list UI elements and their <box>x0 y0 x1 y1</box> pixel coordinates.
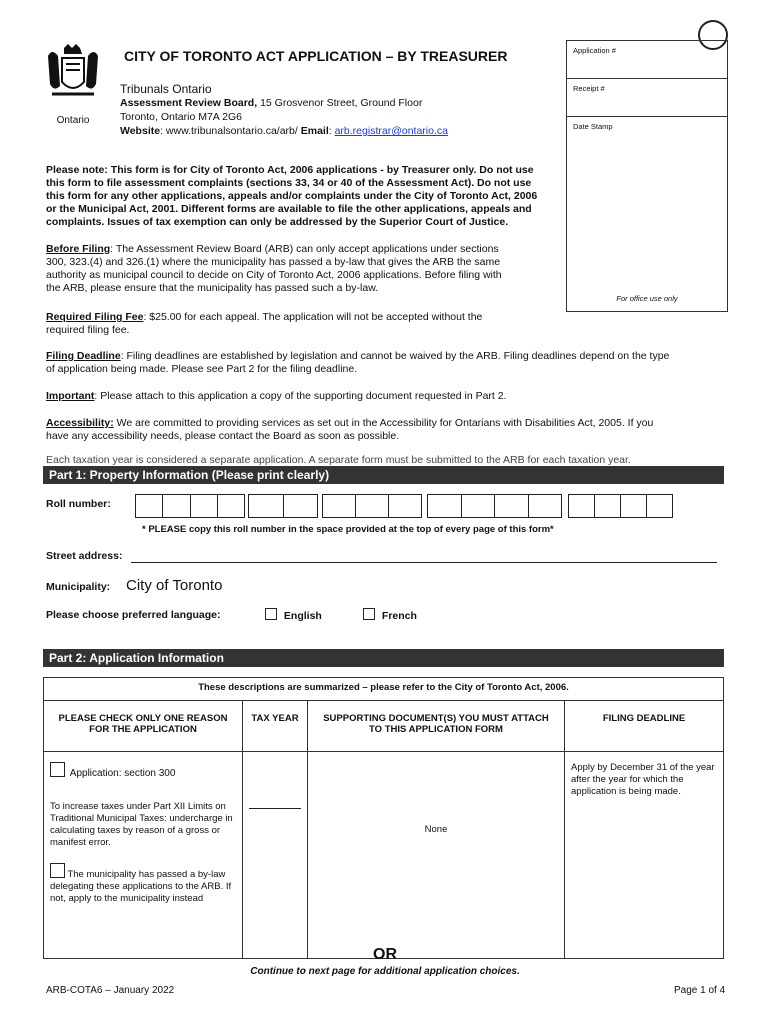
tax-year-cell[interactable] <box>243 752 308 959</box>
french-label: French <box>381 610 417 622</box>
before-filing-paragraph <box>46 243 556 295</box>
municipality-label: Municipality: <box>46 581 111 593</box>
ontario-coat-of-arms-logo <box>44 44 102 124</box>
city-line: Toronto, Ontario M7A 2G6 <box>120 111 242 123</box>
form-title: CITY OF TORONTO ACT APPLICATION – BY TREASURER <box>124 48 508 64</box>
board-address-line <box>120 97 422 109</box>
part2-heading: Part 2: Application Information <box>43 649 724 667</box>
before-line: authority as municipal council to decide on City of Toronto Act, 2006 applications. Before filing with <box>46 269 502 281</box>
org-name: Tribunals Ontario <box>120 82 212 96</box>
reason-cell <box>44 752 243 959</box>
col-tax-year-header: TAX YEAR <box>243 701 308 752</box>
note-line: complaints. Issues of tax exemption can only be addressed by the Superior Court of Justice. <box>46 216 509 228</box>
section-300-label: Application: section 300 <box>69 768 176 779</box>
application-number-field: Application # <box>567 41 727 79</box>
fee-line: : $25.00 for each appeal. The application will not be accepted without the <box>143 311 483 323</box>
note-line: Please note: This form is for City of Toronto Act, 2006 applications - by Treasurer only. Do not use <box>46 164 534 176</box>
office-use-box <box>566 40 728 312</box>
deadline-line: : Filing deadlines are established by legislation and cannot be waived by the ARB. Filing deadlines depend on the type <box>120 350 670 362</box>
col-supporting-header: SUPPORTING DOCUMENT(S) YOU MUST ATTACH TO THIS APPLICATION FORM <box>308 701 565 752</box>
roll-number-note: * PLEASE copy this roll number in the space provided at the top of every page of this form* <box>142 524 554 535</box>
option-section-300[interactable] <box>50 762 236 779</box>
website-label: Website <box>120 125 161 137</box>
logo-wordmark: Ontario <box>56 115 90 126</box>
note-line: this form for any other applications, appeals and/or complaints under the City of Toronto Act, 2006 <box>46 190 538 202</box>
receipt-number-field: Receipt # <box>567 79 727 117</box>
col-reason-header: PLEASE CHECK ONLY ONE REASON FOR THE APPLICATION <box>44 701 243 752</box>
roll-number-group-1[interactable] <box>135 494 245 518</box>
page-number: Page 1 of 4 <box>674 985 726 996</box>
important-paragraph <box>46 390 736 403</box>
deadline-line: of application being made. Please see Part 2 for the filing deadline. <box>46 363 358 375</box>
english-checkbox[interactable] <box>265 608 277 620</box>
fee-line: required filing fee. <box>46 324 130 336</box>
roll-number-group-2[interactable] <box>248 494 318 518</box>
before-line: the ARB, please ensure that the municipality has passed such a by-law. <box>46 282 379 294</box>
access-line: We are committed to providing services as set out in the Accessibility for Ontarians with Disabilities Act, 2005. If you <box>113 417 654 429</box>
deadline-cell: Apply by December 31 of the year after the year for which the application is being made. <box>565 752 724 959</box>
note-line: this form to file assessment complaints (sections 33, 34 or 40 of the Assessment Act). Do not use <box>46 177 532 189</box>
please-note-paragraph <box>46 164 556 229</box>
bylaw-confirmation[interactable] <box>50 863 236 905</box>
continue-note: Continue to next page for additional application choices. <box>250 966 520 977</box>
form-id: ARB-COTA6 – January 2022 <box>46 985 175 996</box>
filing-fee-label: Required Filing Fee <box>46 311 144 323</box>
language-english-option[interactable] <box>265 608 322 622</box>
language-french-option[interactable] <box>363 608 417 622</box>
english-label: English <box>283 610 322 622</box>
before-line: : The Assessment Review Board (ARB) can only accept applications under sections <box>110 243 499 255</box>
roll-number-group-3[interactable] <box>322 494 422 518</box>
office-use-note: For office use only <box>616 294 678 303</box>
important-label: Important <box>46 390 95 402</box>
important-text: : Please attach to this application a copy of the supporting document requested in Part 2. <box>94 390 507 402</box>
board-address: 15 Grosvenor Street, Ground Floor <box>257 97 423 109</box>
date-stamp-label: Date Stamp <box>573 122 613 131</box>
email-link[interactable]: arb.registrar@ontario.ca <box>334 125 448 137</box>
street-address-input[interactable] <box>131 562 717 563</box>
roll-number-group-5[interactable] <box>568 494 673 518</box>
website-value: : www.tribunalsontario.ca/arb/ <box>160 125 301 137</box>
accessibility-paragraph <box>46 417 736 443</box>
table-caption: These descriptions are summarized – please refer to the City of Toronto Act, 2006. <box>44 678 724 701</box>
before-line: 300, 323.(4) and 326.(1) where the municipality has passed a by-law that gives the ARB the same <box>46 256 501 268</box>
municipality-value: City of Toronto <box>126 577 223 594</box>
accessibility-label: Accessibility: <box>46 417 114 429</box>
col-deadline-header: FILING DEADLINE <box>565 701 724 752</box>
section-300-checkbox[interactable] <box>50 762 65 777</box>
date-stamp-field <box>567 117 727 309</box>
tax-year-input-line[interactable] <box>249 808 301 809</box>
taxation-year-note: Each taxation year is considered a separate application. A separate form must be submitted to the ARB for each taxation year. <box>46 454 631 466</box>
filing-deadline-paragraph <box>46 350 736 376</box>
roll-number-group-4[interactable] <box>427 494 562 518</box>
language-label: Please choose preferred language: <box>46 609 221 621</box>
french-checkbox[interactable] <box>363 608 375 620</box>
filing-deadline-label: Filing Deadline <box>46 350 121 362</box>
board-name: Assessment Review Board, <box>120 97 258 109</box>
or-separator: OR <box>373 946 397 963</box>
bylaw-label: The municipality has passed a by-law delegating these applications to the ARB. If not, apply to the municipality instead <box>50 869 232 904</box>
before-filing-label: Before Filing <box>46 243 111 255</box>
part1-heading: Part 1: Property Information (Please print clearly) <box>43 466 724 484</box>
bylaw-checkbox[interactable] <box>50 863 65 878</box>
roll-number-label: Roll number: <box>46 498 111 510</box>
email-label: Email <box>300 125 329 137</box>
access-line: have any accessibility needs, please contact the Board as soon as possible. <box>46 430 400 442</box>
contact-line: Website: www.tribunalsontario.ca/arb/ Email: arb.registrar@ontario.ca <box>120 125 448 137</box>
filing-fee-paragraph <box>46 311 556 337</box>
street-address-label: Street address: <box>46 550 123 562</box>
supporting-cell: None <box>308 752 565 959</box>
note-line: or the Municipal Act, 2001. Different forms are available to file the other applications, appeals and <box>46 203 532 215</box>
application-table <box>43 677 724 959</box>
section-300-description: To increase taxes under Part XII Limits on Traditional Municipal Taxes: undercharge in calculating taxes by reason of a gross or manifest error. <box>50 801 233 848</box>
